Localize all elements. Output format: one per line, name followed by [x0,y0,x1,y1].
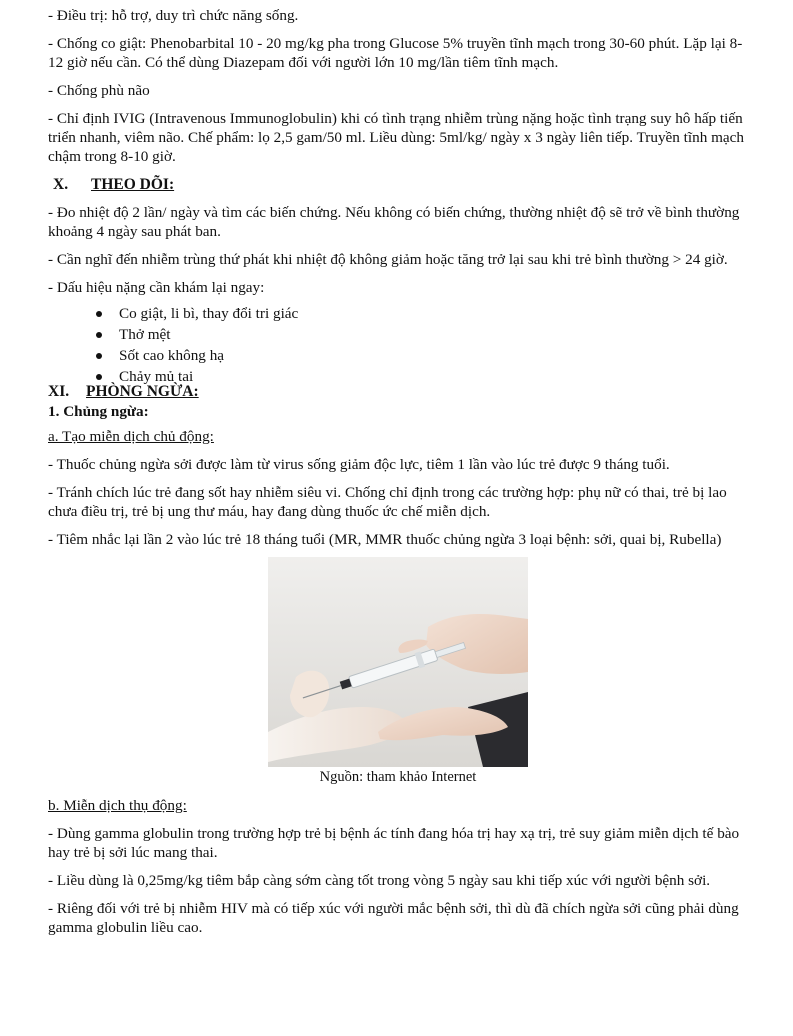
paragraph-dieu-tri: - Điều trị: hỗ trợ, duy trì chức năng sống. [48,7,299,24]
document-page [48,6,748,946]
section-heading-theo-doi [53,175,748,194]
paragraph-gamma-globulin: - Dùng gamma globulin trong trường hợp trẻ bị bệnh ác tính đang hóa trị hay xạ trị, trẻ suy giảm miễn dịch tế bào hay trẻ bị sởi lúc mang thai. [48,825,740,861]
section-title: THEO DÕI: [91,176,175,193]
subheading-chung-ngua: 1. Chủng ngừa: [48,403,149,420]
paragraph-tiem-nhac-lai: - Tiêm nhắc lại lần 2 vào lúc trẻ 18 tháng tuổi (MR, MMR thuốc chủng ngừa 3 loại bệnh: sởi, quai bị, Rubella) [48,531,722,548]
paragraph-tre-nhiem-hiv: - Riêng đối với trẻ bị nhiễm HIV mà có tiếp xúc với người mắc bệnh sởi, thì dù đã chích ngừa sởi cũng phải dùng gamma globulin liều cao. [48,900,739,936]
list-item: Sốt cao không hạ [119,345,748,366]
paragraph-ivig: - Chỉ định IVIG (Intravenous Immunoglobulin) khi có tình trạng nhiễm trùng nặng hoặc tình trạng suy hô hấp tiến triển nhanh, viêm não. Chế phẩm: lọ 2,5 gam/50 ml. Liều dùng: 5ml/kg/ ngày x 3 ngày liên tiếp. Truyền tĩnh mạch chậm trong 8-10 giờ. [48,110,744,165]
paragraph-dau-hieu-nang: - Dấu hiệu nặng cần khám lại ngay: [48,279,265,296]
list-item: Thở mệt [119,324,748,345]
section-number: XI. [48,383,70,400]
figure-vaccination [48,557,748,787]
section-number: X. [53,176,69,193]
paragraph-do-nhiet-do: - Đo nhiệt độ 2 lần/ ngày và tìm các biến chứng. Nếu không có biến chứng, thường nhiệt độ sẽ trở về bình thường khoảng 4 ngày sau phát ban. [48,204,740,240]
paragraph-tranh-chich: - Tránh chích lúc trẻ đang sốt hay nhiễm siêu vi. Chống chỉ định trong các trường hợp: phụ nữ có thai, trẻ bị lao chưa điều trị, trẻ bị ung thư máu, hay đang dùng thuốc ức chế miễn dịch. [48,484,727,520]
paragraph-lieu-dung: - Liều dùng là 0,25mg/kg tiêm bắp càng sớm càng tốt trong vòng 5 ngày sau khi tiếp xúc với người bệnh sởi. [48,872,711,889]
subheading-mien-dich-chu-dong: a. Tạo miễn dịch chủ động: [48,428,214,445]
paragraph-chong-co-giat: - Chống co giật: Phenobarbital 10 - 20 mg/kg pha trong Glucose 5% truyền tĩnh mạch trong 30-60 phút. Lặp lại 8-12 giờ nếu cần. Có thể dùng Diazepam đối với người lớn 10 mg/lần tiêm tĩnh mạch. [48,35,743,71]
danger-signs-list [48,303,748,387]
figure-caption: Nguồn: tham khảo Internet [319,769,477,785]
paragraph-chong-phu-nao: - Chống phù não [48,82,150,99]
paragraph-thuoc-chung-ngua: - Thuốc chủng ngừa sởi được làm từ virus sống giảm độc lực, tiêm 1 lần vào lúc trẻ được 9 tháng tuổi. [48,456,670,473]
vaccination-photo [268,557,528,767]
list-item: Co giật, li bì, thay đổi tri giác [119,303,748,324]
section-title: PHÒNG NGỪA: [86,383,199,400]
paragraph-nhiem-trung-thu-phat: - Cần nghĩ đến nhiễm trùng thứ phát khi nhiệt độ không giảm hoặc tăng trở lại sau khi trẻ bình thường > 24 giờ. [48,251,728,268]
list-item: Chảy mủ tai [119,366,748,387]
subheading-mien-dich-thu-dong: b. Miễn dịch thụ động: [48,797,187,814]
